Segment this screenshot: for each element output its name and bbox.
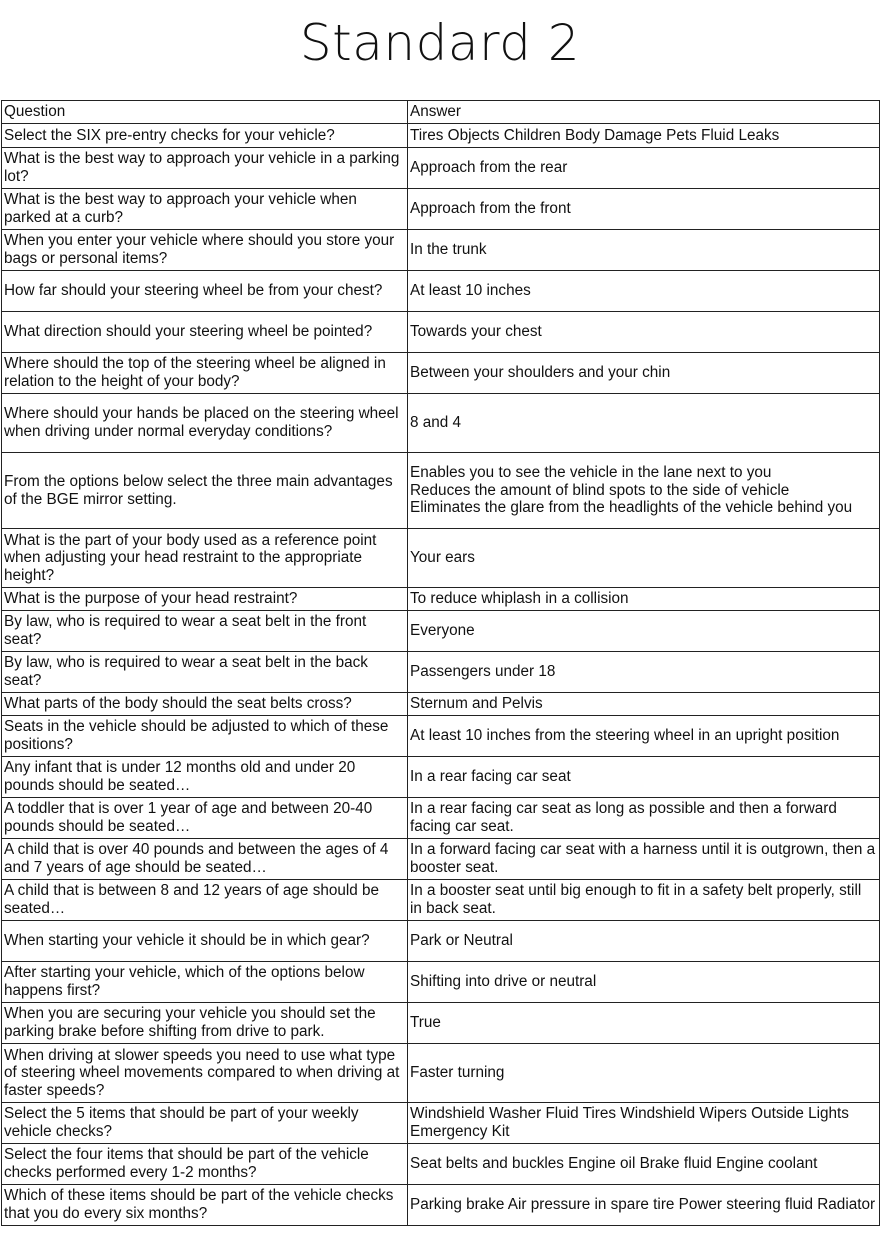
table-row [2,693,880,716]
question-cell: Any infant that is under 12 months old and under 20 pounds should be seated… [2,757,408,798]
answer-cell [408,611,880,652]
answer-cell [408,1185,880,1226]
answer-cell [408,693,880,716]
question-cell: What direction should your steering wheel be pointed? [2,312,408,353]
question-cell: By law, who is required to wear a seat belt in the back seat? [2,652,408,693]
answer-line: Seat belts and buckles Engine oil Brake fluid Engine coolant [410,1155,818,1173]
answer-line: True [410,1014,441,1032]
question-cell: A child that is between 8 and 12 years of age should be seated… [2,880,408,921]
answer-cell [408,839,880,880]
answer-cell [408,453,880,529]
table-row [2,1103,880,1144]
table-row [2,962,880,1003]
table-row [2,124,880,148]
question-cell: Which of these items should be part of the vehicle checks that you do every six months? [2,1185,408,1226]
table-row [2,453,880,529]
table-row [2,1144,880,1185]
table-row [2,716,880,757]
question-cell: When driving at slower speeds you need to use what type of steering wheel movements compared to when driving at faster speeds? [2,1044,408,1103]
answer-cell [408,353,880,394]
answer-line: Between your shoulders and your chin [410,364,671,382]
table-row [2,611,880,652]
answer-line: Tires Objects Children Body Damage Pets Fluid Leaks [410,126,780,144]
answer-cell [408,271,880,312]
answer-cell [408,880,880,921]
answer-line: In the trunk [410,241,487,259]
answer-cell [408,1003,880,1044]
question-cell: Select the four items that should be part of the vehicle checks performed every 1-2 months? [2,1144,408,1185]
answer-cell [408,189,880,230]
table-row [2,588,880,611]
question-cell: Where should the top of the steering wheel be aligned in relation to the height of your body? [2,353,408,394]
answer-cell [408,588,880,611]
answer-line: Eliminates the glare from the headlights of the vehicle behind you [410,499,853,517]
table-row [2,312,880,353]
answer-cell [408,921,880,962]
answer-cell [408,312,880,353]
page-title: Standard 2 [299,14,581,72]
question-cell: After starting your vehicle, which of the options below happens first? [2,962,408,1003]
question-cell: What is the purpose of your head restraint? [2,588,408,611]
table-row [2,230,880,271]
question-cell: Select the SIX pre-entry checks for your vehicle? [2,124,408,148]
answer-cell [408,1103,880,1144]
answer-line: Towards your chest [410,323,542,341]
answer-line: Reduces the amount of blind spots to the side of vehicle [410,481,790,499]
table-row [2,798,880,839]
answer-line: In a rear facing car seat as long as possible and then a forward facing car seat. [410,800,837,835]
answer-cell [408,757,880,798]
answer-line: Sternum and Pelvis [410,695,543,713]
question-cell: What parts of the body should the seat belts cross? [2,693,408,716]
answer-line: In a forward facing car seat with a harness until it is outgrown, then a booster seat. [410,841,876,876]
answer-cell [408,1144,880,1185]
answer-cell [408,148,880,189]
header-row [2,101,880,124]
answer-line: At least 10 inches from the steering wheel in an upright position [410,727,840,745]
table-row [2,394,880,453]
answer-cell [408,798,880,839]
question-cell: When starting your vehicle it should be in which gear? [2,921,408,962]
answer-line: Parking brake Air pressure in spare tire Power steering fluid Radiator [410,1196,876,1214]
table-row [2,1044,880,1103]
question-cell: What is the part of your body used as a reference point when adjusting your head restraint to the appropriate height? [2,529,408,588]
table-row [2,529,880,588]
question-cell: When you are securing your vehicle you should set the parking brake before shifting from drive to park. [2,1003,408,1044]
table-row [2,1003,880,1044]
answer-cell [408,716,880,757]
answer-line: At least 10 inches [410,282,531,300]
table-row [2,652,880,693]
table-row [2,880,880,921]
table-row [2,921,880,962]
answer-cell [408,652,880,693]
table-row [2,148,880,189]
answer-cell [408,962,880,1003]
answer-cell [408,230,880,271]
answer-line: Your ears [410,549,475,567]
answer-cell [408,529,880,588]
question-cell: A child that is over 40 pounds and between the ages of 4 and 7 years of age should be seated… [2,839,408,880]
answer-header: Answer [408,101,880,124]
question-cell: When you enter your vehicle where should you store your bags or personal items? [2,230,408,271]
table-row [2,271,880,312]
answer-line: Passengers under 18 [410,663,556,681]
answer-line: In a booster seat until big enough to fit in a safety belt properly, still in back seat. [410,882,862,917]
table-row [2,757,880,798]
answer-line: Shifting into drive or neutral [410,973,597,991]
answer-cell [408,1044,880,1103]
answer-line: Windshield Washer Fluid Tires Windshield Wipers Outside Lights Emergency Kit [410,1105,849,1140]
question-cell: How far should your steering wheel be from your chest? [2,271,408,312]
table-row [2,839,880,880]
table-row [2,353,880,394]
answer-line: To reduce whiplash in a collision [410,590,629,608]
qa-table [1,100,880,1226]
answer-line: Approach from the rear [410,159,568,177]
qa-table-body [2,101,880,1226]
answer-line: Faster turning [410,1064,505,1082]
question-cell: Select the 5 items that should be part of your weekly vehicle checks? [2,1103,408,1144]
table-row [2,189,880,230]
answer-line: Enables you to see the vehicle in the lane next to you [410,464,772,482]
answer-line: Approach from the front [410,200,571,218]
question-cell: What is the best way to approach your vehicle in a parking lot? [2,148,408,189]
question-cell: By law, who is required to wear a seat belt in the front seat? [2,611,408,652]
question-cell: From the options below select the three main advantages of the BGE mirror setting. [2,453,408,529]
question-header: Question [2,101,408,124]
answer-cell [408,124,880,148]
question-cell: Where should your hands be placed on the steering wheel when driving under normal everyday conditions? [2,394,408,453]
answer-cell [408,394,880,453]
question-cell: A toddler that is over 1 year of age and between 20-40 pounds should be seated… [2,798,408,839]
answer-line: Everyone [410,622,475,640]
answer-line: Park or Neutral [410,932,513,950]
table-row [2,1185,880,1226]
answer-line: 8 and 4 [410,414,462,432]
question-cell: What is the best way to approach your vehicle when parked at a curb? [2,189,408,230]
question-cell: Seats in the vehicle should be adjusted to which of these positions? [2,716,408,757]
answer-line: In a rear facing car seat [410,768,571,786]
